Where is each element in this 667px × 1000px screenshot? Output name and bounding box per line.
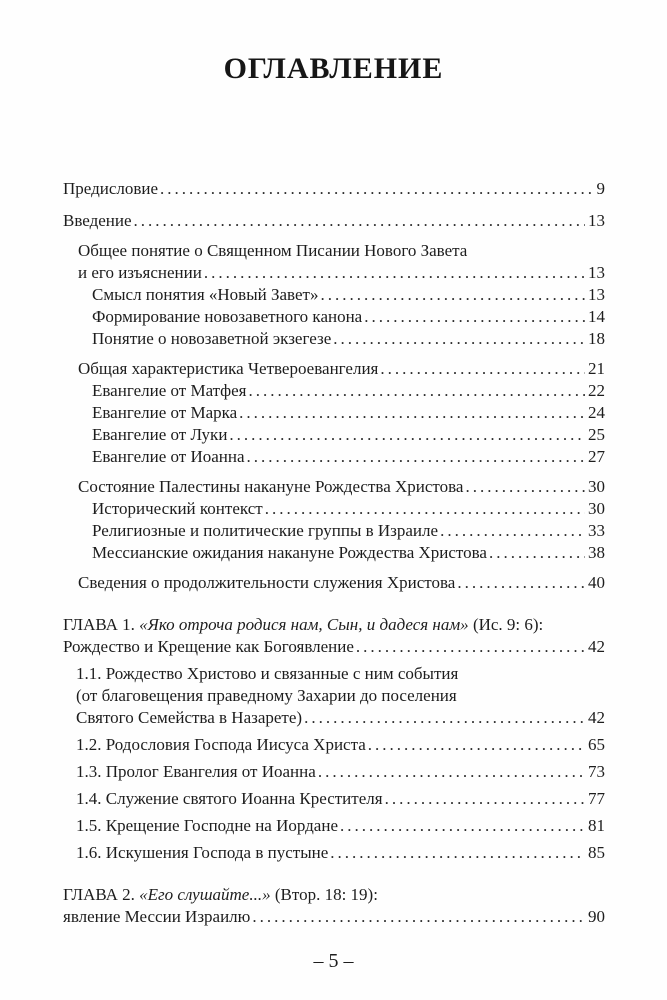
toc-entry-text — [92, 424, 227, 446]
toc-line — [78, 358, 605, 380]
toc-entry — [63, 210, 605, 232]
toc-text-segment: Евангелие от Матфея — [92, 381, 247, 400]
leader-dots — [320, 284, 585, 306]
toc-entry-text — [92, 446, 245, 468]
toc-line — [92, 328, 605, 350]
page-number: 27 — [588, 447, 605, 466]
toc-line — [76, 707, 605, 729]
toc-text-segment: (от благовещения праведному Захарии до поселения — [76, 686, 457, 705]
toc-line — [92, 542, 605, 564]
page-number: 30 — [588, 477, 605, 496]
toc-line — [76, 788, 605, 810]
page-number: 65 — [588, 735, 605, 754]
toc-entry-text — [92, 306, 362, 328]
page-number: 9 — [596, 179, 605, 198]
leader-dots — [440, 520, 585, 542]
toc-entry — [63, 788, 605, 810]
toc-entry — [63, 424, 605, 446]
toc-entry-text — [76, 761, 316, 783]
toc-entry — [63, 884, 605, 928]
toc-text-segment: (Ис. 9: 6): — [468, 615, 544, 634]
toc-text-segment: Предисловие — [63, 179, 159, 198]
toc-entry — [63, 446, 605, 468]
toc-entry-text — [63, 636, 354, 658]
toc-entry-text — [63, 210, 132, 232]
toc-entry-text — [92, 402, 237, 424]
toc-entry-text — [63, 615, 543, 634]
toc-line — [92, 446, 605, 468]
leader-dots — [368, 734, 585, 756]
toc-entry-text — [92, 380, 247, 402]
toc-line — [76, 663, 605, 685]
toc-text-segment: Понятие о новозаветной экзегезе — [92, 329, 332, 348]
toc-entry-text — [92, 284, 318, 306]
toc-text-segment: Евангелие от Иоанна — [92, 447, 245, 466]
leader-dots — [489, 542, 585, 564]
toc-line — [92, 380, 605, 402]
toc-text-segment: Формирование новозаветного канона — [92, 307, 363, 326]
page-number: 38 — [588, 543, 605, 562]
toc-text-italic-segment: «Яко отроча родися нам, Сын, и дадеся нам» — [139, 615, 469, 634]
toc-text-segment: 1.2. Родословия Господа Иисуса Христа — [76, 735, 366, 754]
table-of-contents — [63, 178, 605, 928]
leader-dots — [380, 358, 585, 380]
toc-line — [92, 284, 605, 306]
toc-entry — [63, 178, 605, 200]
toc-line — [78, 572, 605, 594]
leader-dots — [304, 707, 585, 729]
toc-entry — [63, 358, 605, 380]
toc-text-segment: Мессианские ожидания накануне Рождества Христова — [92, 543, 487, 562]
toc-entry-text — [76, 664, 458, 683]
toc-line — [92, 424, 605, 446]
toc-entry — [63, 498, 605, 520]
leader-dots — [229, 424, 585, 446]
leader-dots — [330, 842, 585, 864]
page-title: ОГЛАВЛЕНИЕ — [223, 52, 444, 85]
page-number: 73 — [588, 762, 605, 781]
toc-text-segment: явление Мессии Израилю — [63, 907, 251, 926]
toc-line — [92, 306, 605, 328]
toc-entry-text — [78, 262, 202, 284]
leader-dots — [333, 328, 585, 350]
toc-entry-text — [76, 734, 366, 756]
leader-dots — [252, 906, 585, 928]
toc-text-segment: Религиозные и политические группы в Израиле — [92, 521, 439, 540]
toc-entry-text — [78, 358, 378, 380]
toc-text-segment: Сведения о продолжительности служения Христова — [78, 573, 456, 592]
footer-page-number: – 5 – — [313, 950, 354, 972]
toc-text-italic-segment: «Его слушайте...» — [139, 885, 271, 904]
toc-entry — [63, 328, 605, 350]
toc-entry-text — [76, 686, 457, 705]
toc-entry-text — [63, 178, 158, 200]
toc-line — [78, 262, 605, 284]
page-number: 33 — [588, 521, 605, 540]
leader-dots — [249, 380, 586, 402]
toc-entry — [63, 663, 605, 729]
toc-entry-text — [76, 815, 338, 837]
toc-entry-text — [92, 328, 331, 350]
toc-entry — [63, 815, 605, 837]
page-number: 30 — [588, 499, 605, 518]
toc-entry — [63, 380, 605, 402]
toc-line — [76, 815, 605, 837]
toc-entry-text — [78, 572, 455, 594]
leader-dots — [204, 262, 585, 284]
toc-text-segment: Смысл понятия «Новый Завет» — [92, 285, 319, 304]
leader-dots — [318, 761, 585, 783]
page-number: 25 — [588, 425, 605, 444]
toc-entry-text — [76, 707, 302, 729]
toc-entry-text — [63, 906, 250, 928]
page-number: 90 — [588, 907, 605, 926]
toc-text-segment: 1.4. Служение святого Иоанна Крестителя — [76, 789, 383, 808]
toc-entry — [63, 520, 605, 542]
toc-entry-text — [92, 520, 438, 542]
page-number: 13 — [588, 211, 605, 230]
toc-entry — [63, 306, 605, 328]
toc-text-segment: 1.5. Крещение Господне на Иордане — [76, 816, 338, 835]
toc-line — [63, 614, 605, 636]
toc-entry-text — [76, 842, 328, 864]
toc-text-segment: и его изъяснении — [78, 263, 202, 282]
toc-text-segment: Евангелие от Луки — [92, 425, 228, 444]
toc-text-segment: Исторический контекст — [92, 499, 263, 518]
toc-text-segment: Святого Семейства в Назарете) — [76, 708, 303, 727]
toc-entry-text — [92, 542, 487, 564]
page-number: 21 — [588, 359, 605, 378]
toc-line — [78, 240, 605, 262]
leader-dots — [385, 788, 585, 810]
page-number: 22 — [588, 381, 605, 400]
toc-line — [78, 476, 605, 498]
page-number: 77 — [588, 789, 605, 808]
toc-line — [76, 842, 605, 864]
toc-text-segment: Евангелие от Марка — [92, 403, 238, 422]
toc-text-segment: Общая характеристика Четвероевангелия — [78, 359, 379, 378]
page-number: 42 — [588, 637, 605, 656]
toc-entry — [63, 734, 605, 756]
toc-entry — [63, 402, 605, 424]
toc-entry — [63, 284, 605, 306]
page-number: 13 — [588, 263, 605, 282]
toc-text-segment: ГЛАВА 1. — [63, 615, 140, 634]
page-number: 85 — [588, 843, 605, 862]
leader-dots — [457, 572, 585, 594]
leader-dots — [356, 636, 585, 658]
toc-entry — [63, 476, 605, 498]
toc-text-segment: 1.6. Искушения Господа в пустыне — [76, 843, 329, 862]
leader-dots — [247, 446, 585, 468]
toc-entry — [63, 842, 605, 864]
toc-entry-text — [92, 498, 263, 520]
toc-text-segment: Введение — [63, 211, 132, 230]
toc-line — [63, 178, 605, 200]
page-number: 18 — [588, 329, 605, 348]
toc-line — [76, 761, 605, 783]
toc-text-segment: 1.3. Пролог Евангелия от Иоанна — [76, 762, 316, 781]
page-number: 42 — [588, 708, 605, 727]
toc-entry — [63, 614, 605, 658]
toc-entry-text — [63, 885, 378, 904]
toc-line — [63, 636, 605, 658]
page-number: 24 — [588, 403, 605, 422]
toc-line — [76, 685, 605, 707]
toc-text-segment: ГЛАВА 2. — [63, 885, 140, 904]
leader-dots — [364, 306, 585, 328]
leader-dots — [340, 815, 585, 837]
toc-entry-text — [78, 476, 463, 498]
page-number: 40 — [588, 573, 605, 592]
toc-line — [92, 520, 605, 542]
toc-line — [92, 498, 605, 520]
toc-text-segment: 1.1. Рождество Христово и связанные с ним события — [76, 664, 459, 683]
toc-line — [63, 884, 605, 906]
toc-entry-text — [76, 788, 383, 810]
page-number: 14 — [588, 307, 605, 326]
leader-dots — [465, 476, 585, 498]
toc-line — [63, 210, 605, 232]
leader-dots — [134, 210, 585, 232]
leader-dots — [160, 178, 593, 200]
toc-line — [63, 906, 605, 928]
toc-text-segment: Состояние Палестины накануне Рождества Христова — [78, 477, 464, 496]
toc-line — [76, 734, 605, 756]
toc-entry — [63, 240, 605, 284]
toc-text-segment: Общее понятие о Священном Писании Нового Завета — [78, 241, 468, 260]
toc-text-segment: (Втор. 18: 19): — [270, 885, 378, 904]
toc-line — [92, 402, 605, 424]
toc-entry — [63, 761, 605, 783]
leader-dots — [265, 498, 585, 520]
page-number: 81 — [588, 816, 605, 835]
toc-entry-text — [78, 241, 467, 260]
toc-entry — [63, 572, 605, 594]
page-number: 13 — [588, 285, 605, 304]
toc-entry — [63, 542, 605, 564]
toc-text-segment: Рождество и Крещение как Богоявление — [63, 637, 354, 656]
leader-dots — [239, 402, 585, 424]
